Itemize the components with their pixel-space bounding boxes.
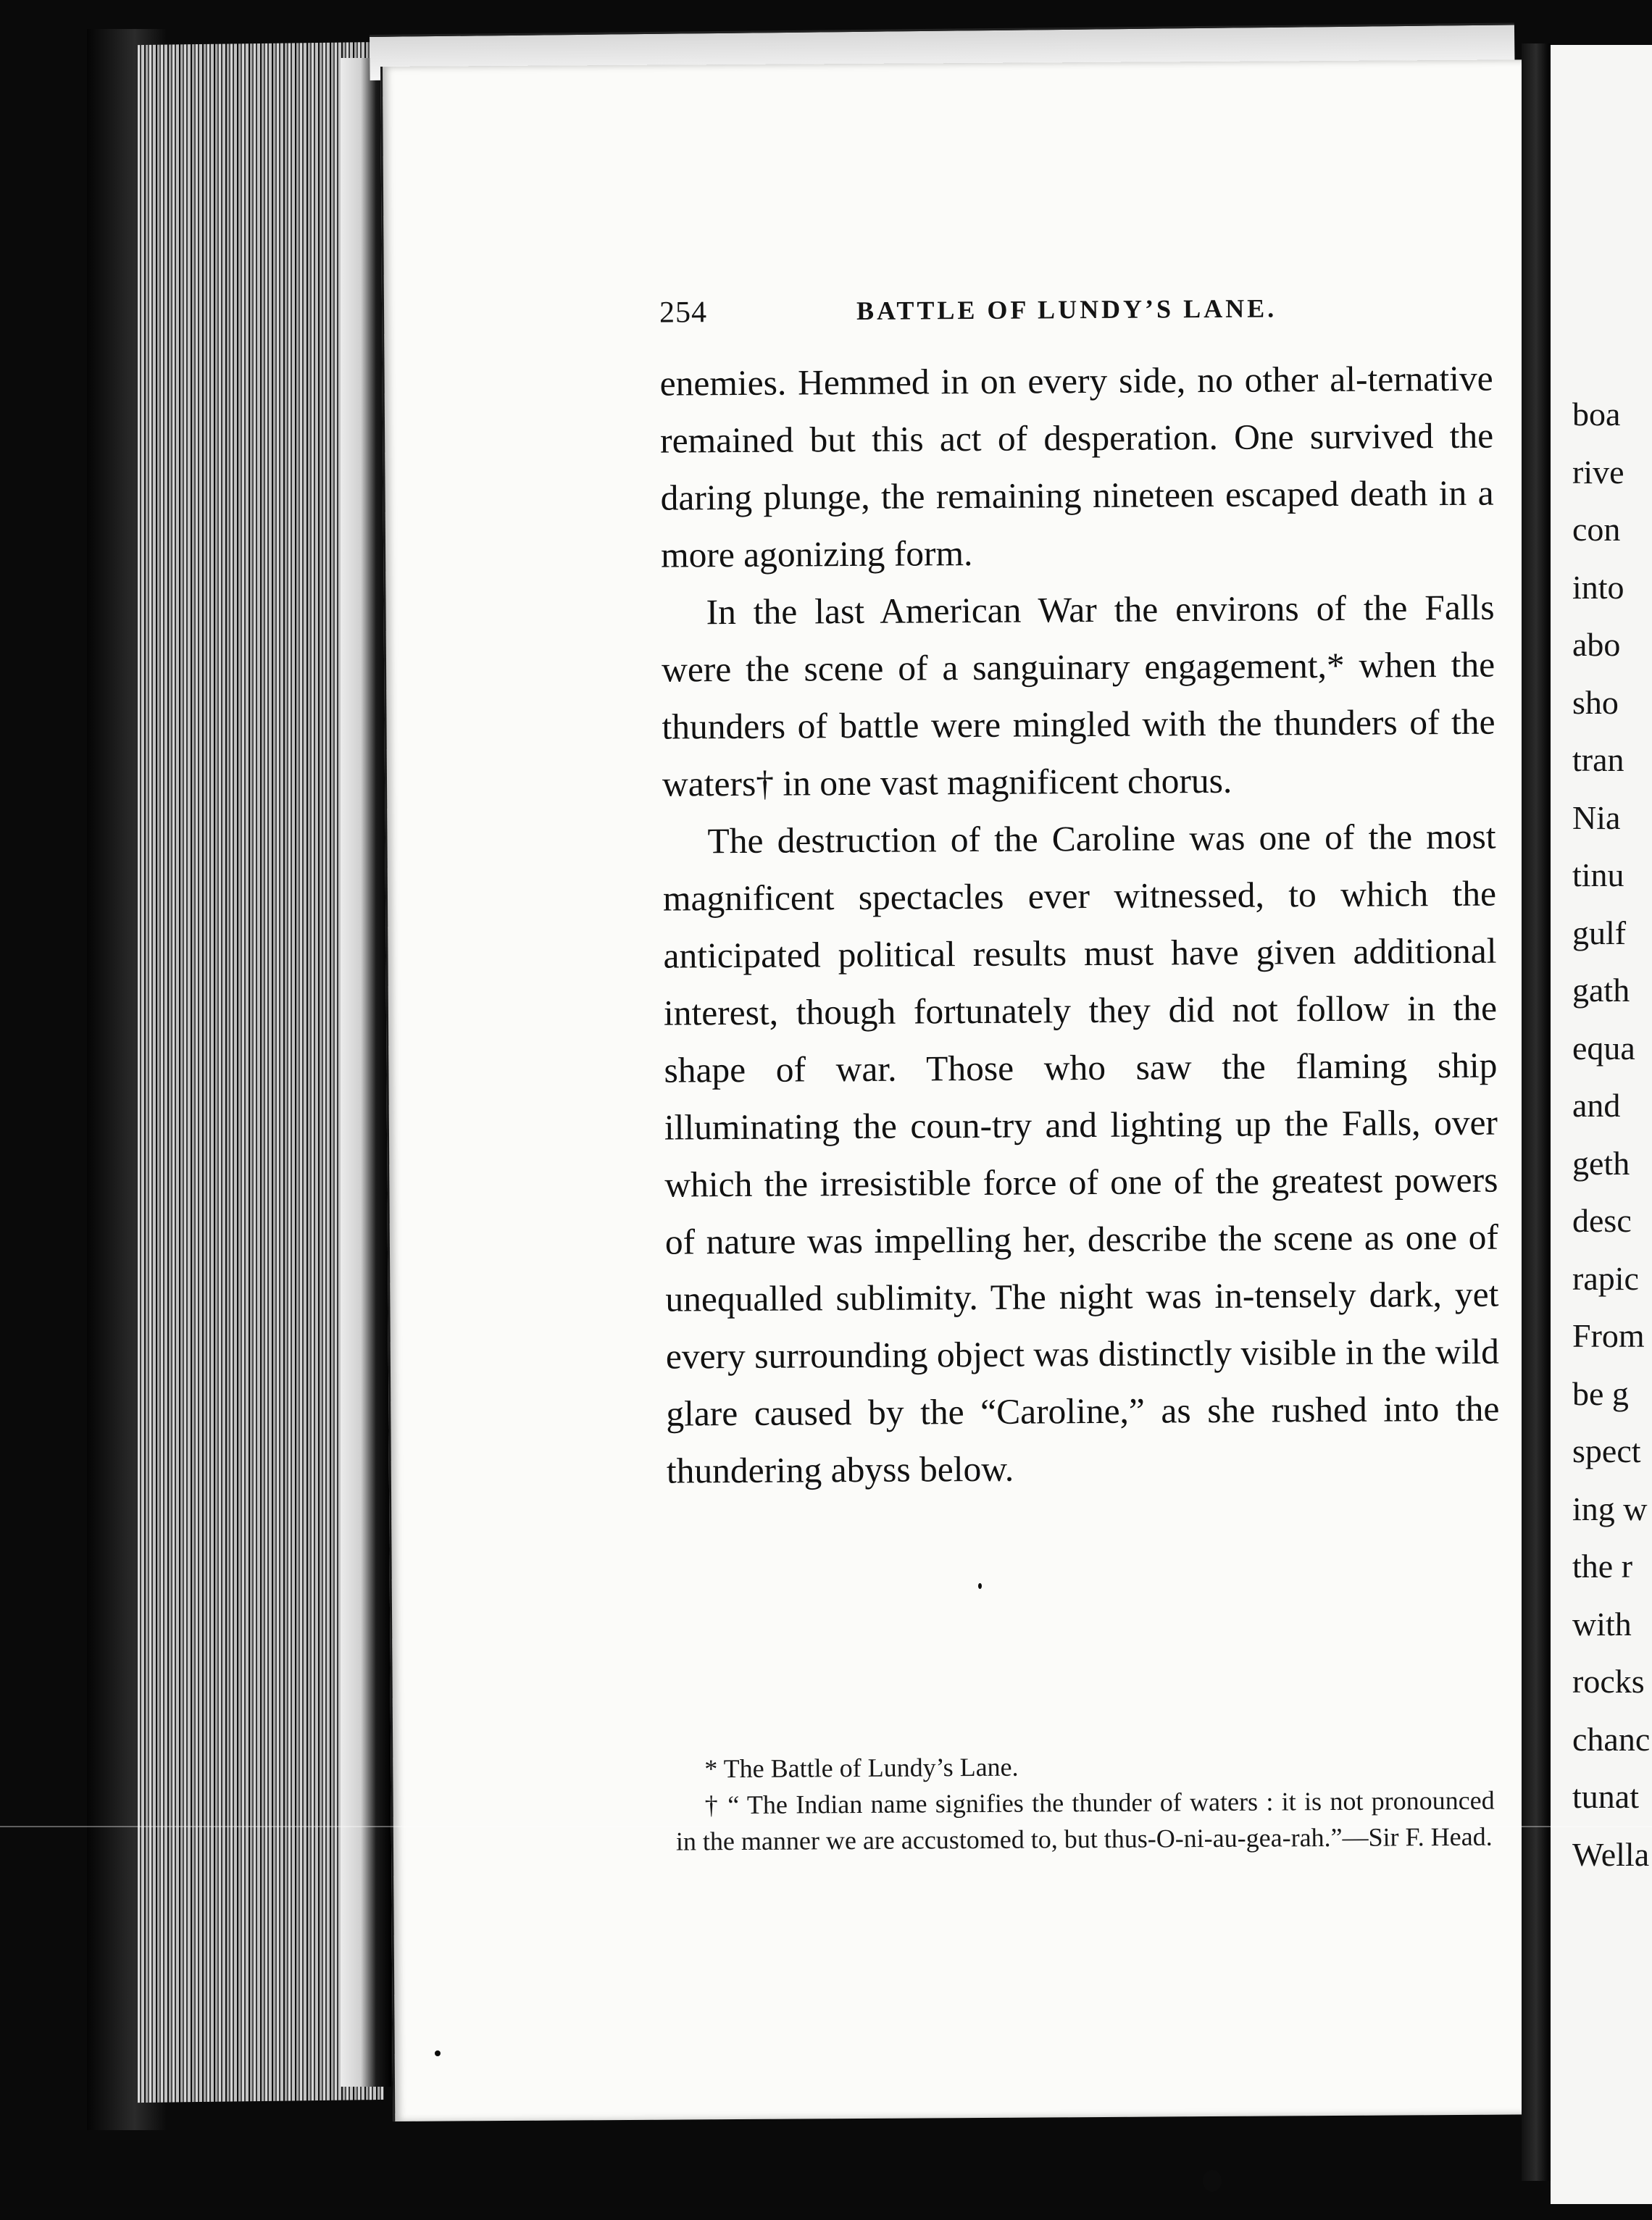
facing-page (1551, 45, 1652, 2204)
paragraph-3: The destruction of the Caroline was one of the most magnificent spectacles ever witnessed, to which the anticipated political results must have given additional interest, though fortunately they did not follow in the shape of war. Those who saw the flaming ship illuminating the coun-try and lighting up the Falls, over which the irresistible force of one of the greatest powers of nature was impelling her, describe the scene as one of unequalled sublimity. The night was in-tensely dark, yet every surrounding object was distinctly visible in the wild glare caused by the “Caroline,” as she rushed into the thundering abyss below. (662, 816, 1500, 1491)
facing-line: abo (1572, 626, 1621, 663)
facing-line: desc (1572, 1202, 1632, 1239)
scan-artifact-line (0, 1826, 1652, 1827)
scan-speck (978, 1583, 982, 1589)
page-number: 254 (659, 296, 708, 330)
facing-line: sho (1572, 683, 1619, 721)
facing-line: be g (1572, 1374, 1629, 1412)
facing-line: rive (1572, 453, 1624, 491)
facing-line: geth (1572, 1144, 1630, 1182)
facing-line: tinu (1572, 856, 1624, 893)
facing-line: equa (1572, 1029, 1635, 1067)
paragraph-2: In the last American War the environs of the Falls were the scene of a sanguinary engagement,* when the thunders of battle were mingled with the thunders of the waters† in one vast magnificent chorus. (661, 587, 1495, 804)
facing-line: From (1572, 1317, 1645, 1354)
facing-line: and (1572, 1087, 1621, 1124)
facing-line: Nia (1572, 798, 1621, 836)
facing-line: rocks (1572, 1663, 1645, 1700)
facing-line: tunat (1572, 1778, 1639, 1815)
facing-page-text (1572, 385, 1652, 1883)
facing-line: gulf (1572, 914, 1627, 951)
center-gutter (1522, 43, 1551, 2181)
body-text (659, 350, 1500, 1500)
facing-line: rapic (1572, 1259, 1639, 1297)
facing-line: with (1572, 1605, 1632, 1643)
facing-line: ing w (1572, 1490, 1648, 1527)
footnotes (675, 1746, 1495, 1860)
facing-line: into (1572, 568, 1624, 606)
book-page (380, 59, 1554, 2121)
facing-line: spect (1572, 1432, 1641, 1469)
facing-line: Wella (1572, 1835, 1650, 1873)
facing-line: tran (1572, 741, 1624, 778)
footnote-1: * The Battle of Lundy’s Lane. (704, 1752, 1019, 1784)
facing-line: con (1572, 511, 1621, 548)
footnote-2: † “ The Indian name signifies the thunder of waters : it is not pronounced in the manner we are accustomed to, but thus-O-ni-au-gea-rah.”—Sir F. Head. (675, 1785, 1495, 1856)
scan-speck (1203, 2170, 1222, 2192)
facing-line: gath (1572, 972, 1630, 1009)
scan-speck (435, 2050, 441, 2056)
facing-line: chanc (1572, 1720, 1651, 1758)
running-head (659, 290, 1529, 338)
facing-line: boa (1572, 396, 1621, 433)
running-title: BATTLE OF LUNDY’S LANE. (856, 293, 1277, 325)
paragraph-1: enemies. Hemmed in on every side, no other al-ternative remained but this act of desperation. One survived the daring plunge, the remaining nineteen escaped death in a more agonizing form. (659, 358, 1494, 575)
facing-line: the r (1572, 1548, 1633, 1585)
